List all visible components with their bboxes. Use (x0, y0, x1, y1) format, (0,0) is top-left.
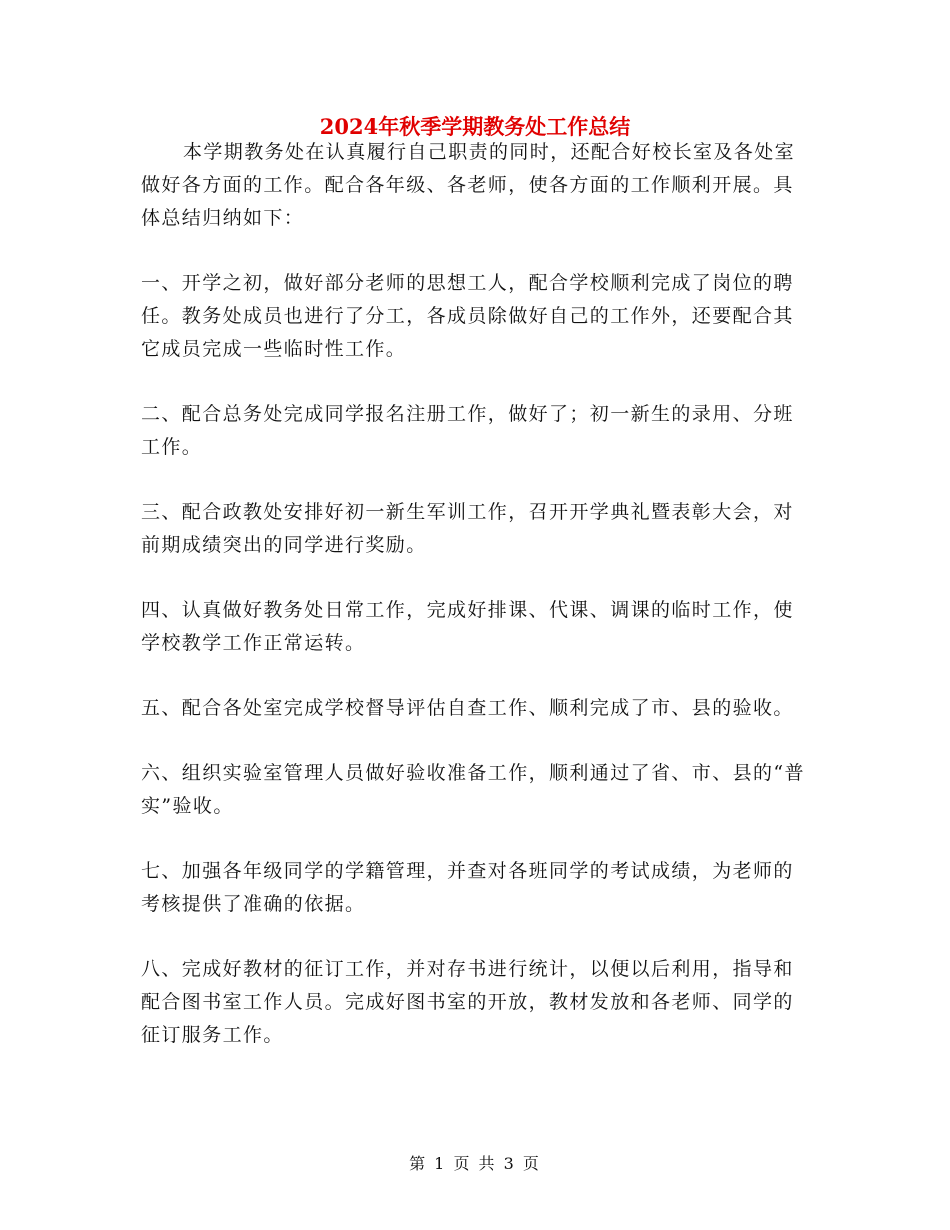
item-paragraph-4: 四、认真做好教务处日常工作，完成好排课、代课、调课的临时工作，使学校教学工作正常运转。 (141, 599, 794, 654)
item-paragraph-2: 二、配合总务处完成同学报名注册工作，做好了；初一新生的录用、分班工作。 (141, 403, 794, 458)
document-body (141, 136, 811, 1084)
item-paragraph-1: 一、开学之初，做好部分老师的思想工人，配合学校顺利完成了岗位的聘任。教务处成员也进行了分工，各成员除做好自己的工作外，还要配合其它成员完成一些临时性工作。 (141, 272, 794, 360)
page-footer: 第 1 页 共 3 页 (409, 1154, 541, 1173)
item-paragraph-7: 七、加强各年级同学的学籍管理，并查对各班同学的考试成绩，为老师的考核提供了准确的依据。 (141, 860, 794, 915)
document-title: 2024年秋季学期教务处工作总结 (319, 114, 631, 139)
item-paragraph-6: 六、组织实验室管理人员做好验收准备工作，顺利通过了省、市、县的“普实”验收。 (141, 762, 805, 817)
intro-paragraph: 本学期教务处在认真履行自己职责的同时，还配合好校长室及各处室做好各方面的工作。配合各年级、各老师，使各方面的工作顺利开展。具体总结归纳如下： (141, 141, 796, 229)
item-paragraph-3: 三、配合政教处安排好初一新生军训工作，召开开学典礼暨表彰大会，对前期成绩突出的同学进行奖励。 (141, 501, 794, 556)
item-paragraph-5: 五、配合各处室完成学校督导评估自查工作、顺利完成了市、县的验收。 (141, 697, 794, 719)
item-paragraph-8: 八、完成好教材的征订工作，并对存书进行统计，以便以后利用，指导和配合图书室工作人员。完成好图书室的开放，教材发放和各老师、同学的征订服务工作。 (141, 958, 794, 1046)
